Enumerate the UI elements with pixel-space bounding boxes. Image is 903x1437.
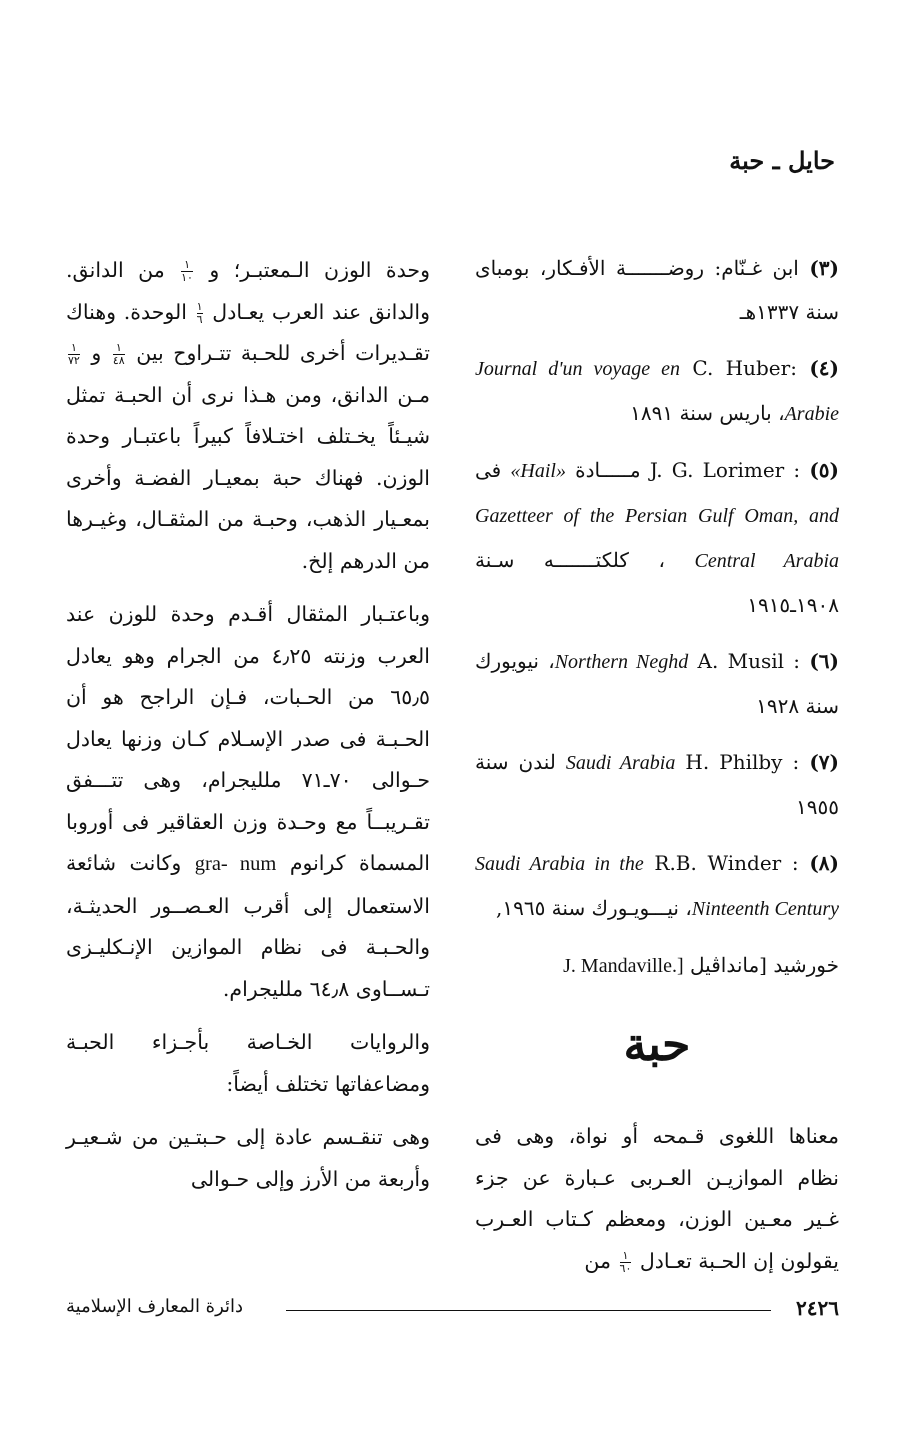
signature-latin: J. Mandaville.]	[563, 955, 684, 977]
fraction	[620, 1250, 632, 1275]
footnote-number: (٦)	[809, 649, 840, 673]
paragraph-1	[66, 250, 430, 582]
author-signature	[475, 943, 839, 988]
right-column	[475, 246, 839, 1294]
paragraph-text: مـن الدانق، ومن هـذا نرى أن الحبـة تمثل شيـئاً يخـتلف اختـلافاً كبيراً باعتبـار وحدة الوزن. فهناك حبة بمعيـار الفضـة وأخرى بمعـيار الذهب، وحبـة من المثقـال، وغيـرها من الدرهم إلخ.	[66, 382, 430, 573]
footnote-author: C. Huber:	[692, 356, 797, 380]
footer-rule	[286, 1310, 771, 1311]
footnote-number: (٨)	[809, 851, 840, 875]
left-column	[66, 250, 430, 1212]
encyclopedia-name: دائرة المعارف الإسلامية	[66, 1296, 244, 1317]
paragraph-text: وكانت شائعة الاستعمال إلى أقرب العـصــور الحديثـة، والحـبـة فى نظام الموازين الإنـكليـزى تـســاوى ٦٤٫٨ ملليجرام.	[66, 851, 430, 1001]
footnote-text: لندن سنة ١٩٥٥	[475, 750, 839, 819]
page-number: ٢٤٢٦	[796, 1296, 839, 1320]
fraction-numerator: ١	[115, 341, 122, 354]
footnote-8	[475, 841, 839, 931]
page-footer	[66, 1296, 839, 1326]
footnote-5	[475, 448, 839, 627]
article-title: حبة	[623, 1017, 691, 1071]
paragraph-text: و	[91, 341, 102, 365]
fraction	[181, 259, 193, 284]
paragraph-text: من الدانق. والدانق عند العرب يعـادل	[66, 258, 430, 324]
fraction	[68, 342, 80, 367]
paragraph-text: معناها اللغوى قـمحه أو نواة، وهى فى نظام الموازيـن العـربى عـبارة عن جزء غـير معـين الوزن، ومعظم كـتاب العـرب يقولون إن الحـبة تعـادل	[475, 1124, 839, 1273]
footnote-4	[475, 346, 839, 436]
fraction-denominator: ١٠	[181, 271, 193, 284]
footnote-latin-title: Gazetteer of the Persian Gulf Oman, and Central Arabia	[475, 505, 839, 572]
signature-arabic: خورشيد [مانداڤيل	[690, 953, 839, 977]
footnote-number: (٣)	[809, 256, 839, 280]
fraction-denominator: ٦٠	[619, 1261, 632, 1275]
fraction-denominator: ٧٢	[68, 354, 80, 367]
fraction-denominator: ٦	[196, 312, 203, 326]
fraction	[113, 342, 125, 367]
footnote-text: ، كلكتـــــــه سـنة ١٩٠٨ـ١٩١٥	[475, 548, 839, 617]
fraction-numerator: ١	[70, 341, 77, 354]
footnote-author: R.B. Winder :	[654, 851, 799, 875]
paragraph-3: والروايات الخـاصة بأجـزاء الحبـة ومضاعفاتها تختلف أيضاً:	[66, 1030, 430, 1096]
footnote-author: J. G. Lorimer :	[649, 458, 801, 482]
running-head: حايل ـ حبة	[729, 146, 835, 175]
footnote-text: ، نيـــويـورك سنة ١٩٦٥,	[496, 896, 692, 920]
footnote-author: H. Philby :	[685, 750, 800, 774]
fraction	[197, 301, 203, 326]
intro-paragraph	[475, 1116, 839, 1282]
footnote-number: (٧)	[809, 750, 839, 774]
footnote-text: ، باريس سنة ١٨٩١	[630, 401, 785, 425]
footnote-7	[475, 740, 839, 829]
footnote-latin-title: Northern Neghd	[554, 651, 689, 673]
footnote-text: ابن غـنّام: روضـــــــة الأفـكار، بومباى سنة ١٣٣٧هـ	[475, 256, 839, 324]
footnote-number: (٥)	[809, 458, 839, 482]
latin-term: gra- num	[194, 853, 277, 875]
paragraph-text: وحدة الوزن الـمعتبـر؛ و	[209, 258, 430, 282]
fraction-numerator: ١	[196, 299, 203, 313]
footnote-author: A. Musil :	[697, 649, 801, 673]
fraction-numerator: ١	[622, 1248, 629, 1262]
footnote-latin-title: Saudi Arabia	[565, 752, 676, 774]
footnote-text: مـــــادة	[575, 458, 641, 482]
fraction-denominator: ٤٨	[112, 354, 125, 367]
paragraph-text: وباعتـبار المثقال أقـدم وحدة للوزن عند العرب وزنته ٤٫٢٥ من الجرام وهو يعادل ٦٥٫٥ من الحـبات، فـإن الراجح هو أن الحـبـة فى صدر الإسـلام كـان وزنها يعادل حـوالى ٧٠ـ٧١ ملليجرام، وهى تتـــفق تقـريبــاً مع وحـدة وزن العقاقير فى أوروبا المسماة كرانوم	[66, 602, 430, 875]
fraction-numerator: ١	[184, 258, 191, 271]
footnote-text: ، نيويورك سنة ١٩٢٨	[475, 649, 839, 718]
footnote-latin-title: Saudi Arabia in the Ninteenth Century	[475, 853, 839, 920]
footnote-6	[475, 639, 839, 728]
paragraph-4: وهى تنقـسم عادة إلى حـبتـين من شـعيـر وأربعة من الأرز وإلى حـوالى	[66, 1125, 430, 1191]
paragraph-text: الوحدة. وهناك تقـديرات أخرى للحـبة تتـراوح بين	[66, 299, 430, 365]
paragraph-2	[66, 594, 430, 1010]
footnote-number: (٤)	[809, 356, 839, 380]
paragraph-text: من	[584, 1248, 612, 1273]
footnote-latin-term: «Hail»	[510, 460, 566, 482]
footnote-text: فى	[475, 458, 502, 482]
footnote-latin-title: Journal d'un voyage en Arabie	[475, 358, 839, 425]
footnote-3	[475, 246, 839, 334]
